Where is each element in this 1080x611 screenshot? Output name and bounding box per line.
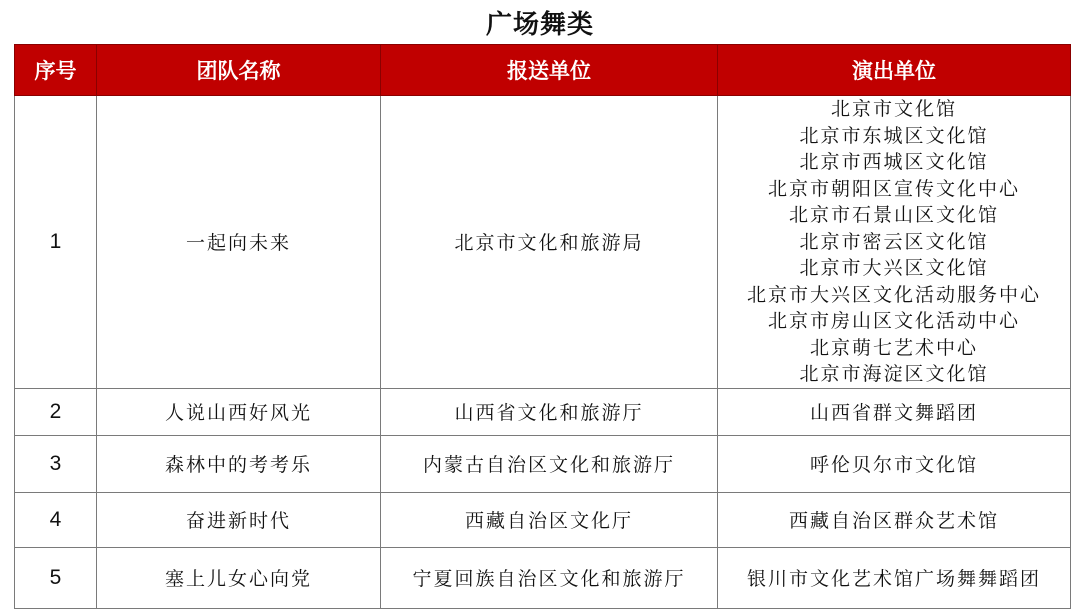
- submitter-unit: 内蒙古自治区文化和旅游厅: [381, 435, 718, 492]
- performer-unit: 北京市东城区文化馆: [799, 124, 989, 147]
- performer-unit: 北京市大兴区文化馆: [799, 257, 989, 279]
- performer-unit: 银川市文化艺术馆广场舞舞蹈团: [718, 547, 1071, 608]
- performer-unit: 北京市朝阳区宣传文化中心: [767, 177, 1020, 200]
- row-number: 3: [15, 435, 97, 492]
- performer-unit: 北京市文化馆: [830, 98, 957, 120]
- row-number: 4: [15, 492, 97, 547]
- row-number: 5: [15, 547, 97, 608]
- performer-unit: 山西省群文舞蹈团: [718, 388, 1071, 435]
- performer-unit: 北京市大兴区文化活动服务中心: [746, 283, 1041, 306]
- row-number: 1: [15, 96, 97, 389]
- header-performers: 演出单位: [718, 45, 1071, 96]
- header-num: 序号: [15, 45, 97, 96]
- performer-unit: 北京市海淀区文化馆: [799, 363, 989, 385]
- table-row: [15, 547, 1071, 608]
- table-header-row: [15, 45, 1071, 96]
- table-row: [15, 435, 1071, 492]
- performer-unit: 北京市西城区文化馆: [799, 151, 989, 173]
- submitter-unit: 北京市文化和旅游局: [381, 96, 718, 389]
- performer-unit: 北京市房山区文化活动中心: [767, 310, 1020, 332]
- team-name: 森林中的考考乐: [97, 435, 381, 492]
- submitter-unit: 宁夏回族自治区文化和旅游厅: [381, 547, 718, 608]
- performer-unit: 北京萌七艺术中心: [809, 336, 978, 359]
- page-title: 广场舞类: [485, 10, 594, 40]
- program-table: [14, 44, 1071, 609]
- performer-unit: 北京市石景山区文化馆: [788, 204, 999, 226]
- row-number: 2: [15, 388, 97, 435]
- table-row: [15, 492, 1071, 547]
- team-name: 奋进新时代: [97, 492, 381, 547]
- performer-units: [718, 96, 1071, 389]
- performer-unit: 北京市密云区文化馆: [799, 230, 989, 253]
- performer-unit: 西藏自治区群众艺术馆: [718, 492, 1071, 547]
- submitter-unit: 山西省文化和旅游厅: [381, 388, 718, 435]
- submitter-unit: 西藏自治区文化厅: [381, 492, 718, 547]
- team-name: 塞上儿女心向党: [97, 547, 381, 608]
- team-name: 人说山西好风光: [97, 388, 381, 435]
- table-row: [15, 96, 1071, 389]
- table-row: [15, 388, 1071, 435]
- header-submitter: 报送单位: [381, 45, 718, 96]
- team-name: 一起向未来: [97, 96, 381, 389]
- header-team: 团队名称: [97, 45, 381, 96]
- performer-unit: 呼伦贝尔市文化馆: [718, 435, 1071, 492]
